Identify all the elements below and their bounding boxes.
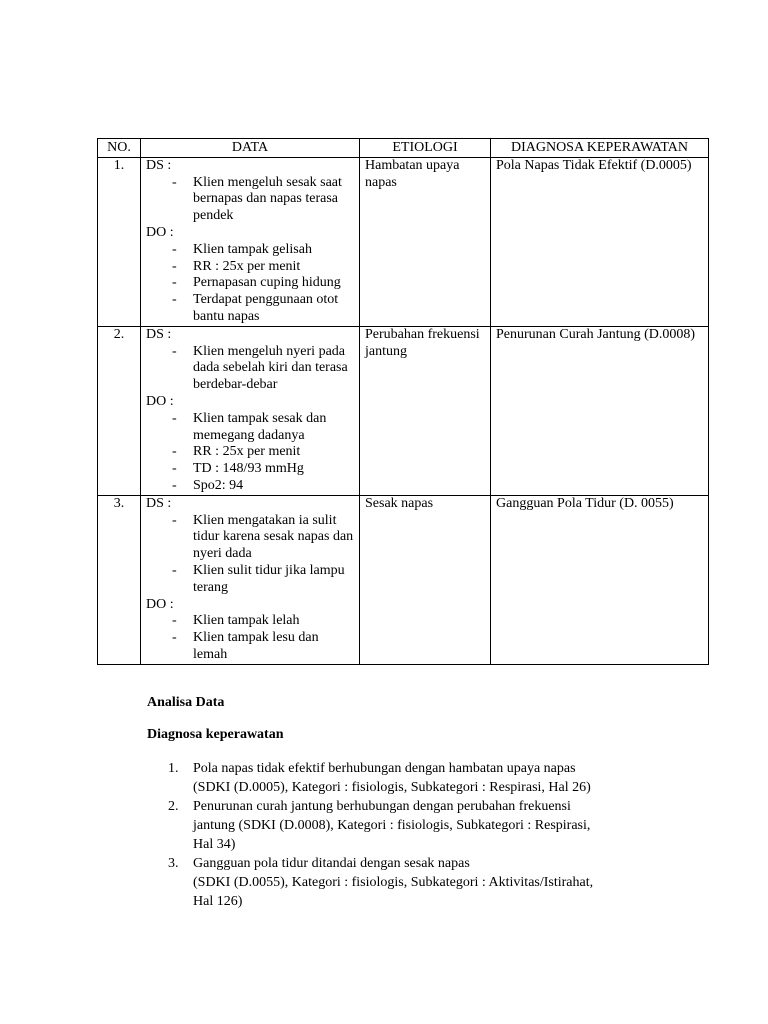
do-item: - RR : 25x per menit (146, 444, 354, 461)
row-data-cell (141, 157, 360, 326)
row-diagnosa: Pola Napas Tidak Efektif (D.0005) (491, 157, 709, 326)
diagnosis-text-line: Penurunan curah jantung berhubungan dengan perubahan frekuensi (193, 799, 571, 814)
row-number: 2. (98, 326, 141, 495)
ds-list (146, 344, 354, 394)
header-no: NO. (98, 139, 141, 158)
row-diagnosa: Gangguan Pola Tidur (D. 0055) (491, 495, 709, 664)
diagnosis-item (147, 797, 667, 854)
do-label: DO : (146, 596, 174, 612)
do-label: DO : (146, 224, 174, 240)
analysis-table (97, 138, 709, 665)
row-diagnosa: Penurunan Curah Jantung (D.0008) (491, 326, 709, 495)
diagnosis-text-line: Hal 34) (193, 837, 236, 852)
diagnosis-number: 1. (168, 761, 179, 776)
do-item: - Pernapasan cuping hidung (146, 275, 354, 292)
diagnosis-text-line: (SDKI (D.0055), Kategori : fisiologis, Subkategori : Aktivitas/Istirahat, (193, 875, 594, 890)
table-row (98, 326, 709, 495)
ds-item: - Klien sulit tidur jika lampu terang (146, 563, 354, 597)
do-item: - TD : 148/93 mmHg (146, 461, 354, 478)
diagnosis-item (147, 759, 667, 797)
diagnosis-text-line: jantung (SDKI (D.0008), Kategori : fisiologis, Subkategori : Respirasi, (193, 818, 591, 833)
table-row (98, 157, 709, 326)
do-label: DO : (146, 393, 174, 409)
diagnosis-number: 2. (168, 799, 179, 814)
ds-label: DS : (146, 326, 172, 342)
analisa-data-heading: Analisa Data (147, 695, 225, 710)
diagnosis-text-line: (SDKI (D.0005), Kategori : fisiologis, Subkategori : Respirasi, Hal 26) (193, 780, 591, 795)
row-number: 3. (98, 495, 141, 664)
ds-item: - Klien mengatakan ia sulit tidur karena sesak napas dan nyeri dada (146, 513, 354, 563)
ds-item: - Klien mengeluh nyeri pada dada sebelah kiri dan terasa berdebar-debar (146, 344, 354, 394)
ds-item: - Klien mengeluh sesak saat bernapas dan napas terasa pendek (146, 175, 354, 225)
diagnosis-text-line: Hal 126) (193, 894, 243, 909)
ds-list (146, 175, 354, 225)
do-list (146, 411, 354, 495)
diagnosis-list (147, 759, 667, 911)
header-data: DATA (141, 139, 360, 158)
diagnosis-item (147, 854, 667, 911)
do-item: - Terdapat penggunaan otot bantu napas (146, 292, 354, 326)
header-diagnosa: DIAGNOSA KEPERAWATAN (491, 139, 709, 158)
header-etiologi: ETIOLOGI (360, 139, 491, 158)
diagnosis-text-line: Pola napas tidak efektif berhubungan dengan hambatan upaya napas (193, 761, 576, 776)
do-item: - Klien tampak gelisah (146, 242, 354, 259)
do-list (146, 613, 354, 663)
ds-label: DS : (146, 157, 172, 173)
ds-label: DS : (146, 495, 172, 511)
row-etiologi: Sesak napas (360, 495, 491, 664)
do-item: - Spo2: 94 (146, 478, 354, 495)
do-item: - Klien tampak lesu dan lemah (146, 630, 354, 664)
row-etiologi: Hambatan upaya napas (360, 157, 491, 326)
diagnosis-text-line: Gangguan pola tidur ditandai dengan sesak napas (193, 856, 470, 871)
diagnosa-keperawatan-heading: Diagnosa keperawatan (147, 727, 284, 742)
do-item: - RR : 25x per menit (146, 259, 354, 276)
row-data-cell (141, 495, 360, 664)
row-etiologi: Perubahan frekuensi jantung (360, 326, 491, 495)
table-row (98, 495, 709, 664)
do-list (146, 242, 354, 326)
row-number: 1. (98, 157, 141, 326)
do-item: - Klien tampak lelah (146, 613, 354, 630)
diagnosis-number: 3. (168, 856, 179, 871)
table-header-row (98, 139, 709, 158)
ds-list (146, 513, 354, 597)
do-item: - Klien tampak sesak dan memegang dadanya (146, 411, 354, 445)
row-data-cell (141, 326, 360, 495)
